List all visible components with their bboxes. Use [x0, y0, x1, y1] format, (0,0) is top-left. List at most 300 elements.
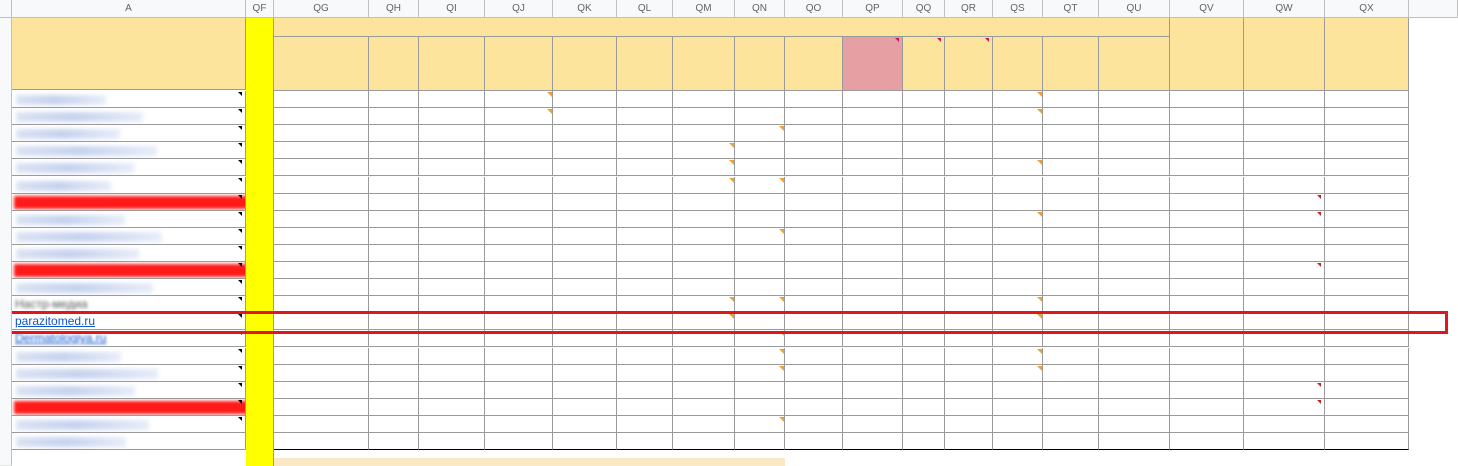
data-cell-qk[interactable] [553, 382, 617, 399]
data-cell-ql[interactable] [617, 382, 673, 399]
data-cell-qh[interactable] [369, 125, 419, 142]
data-cell-qq[interactable] [903, 228, 945, 245]
project-cell[interactable] [12, 399, 246, 416]
data-cell-qo[interactable] [785, 194, 843, 211]
data-cell-qk[interactable] [553, 91, 617, 108]
data-cell-qm[interactable] [673, 177, 735, 194]
data-cell-qw[interactable] [1244, 142, 1325, 159]
data-cell-qr[interactable] [945, 142, 993, 159]
data-cell-qs[interactable] [993, 279, 1043, 296]
data-cell-qr[interactable] [945, 382, 993, 399]
data-cell-qj[interactable] [485, 399, 553, 416]
data-cell-qj[interactable] [485, 416, 553, 433]
data-cell-qv[interactable] [1170, 91, 1244, 108]
data-cell-qj[interactable] [485, 211, 553, 228]
data-cell-qo[interactable] [785, 125, 843, 142]
data-cell-qn[interactable] [735, 228, 785, 245]
data-cell-qw[interactable] [1244, 433, 1325, 450]
data-cell-qr[interactable] [945, 211, 993, 228]
data-cell-qv[interactable] [1170, 142, 1244, 159]
data-cell-qk[interactable] [553, 399, 617, 416]
blurred-project-name[interactable] [16, 232, 162, 242]
column-header-qw[interactable]: QW [1244, 0, 1325, 18]
data-cell-qi[interactable] [419, 142, 485, 159]
data-cell-qk[interactable] [553, 125, 617, 142]
data-cell-qn[interactable] [735, 142, 785, 159]
data-cell-qx[interactable] [1325, 125, 1409, 142]
data-cell-qq[interactable] [903, 211, 945, 228]
data-cell-qr[interactable] [945, 365, 993, 382]
data-cell-qx[interactable] [1325, 159, 1409, 176]
data-cell-qp[interactable] [843, 245, 903, 262]
project-cell[interactable] [12, 142, 246, 159]
data-cell-qt[interactable] [1043, 228, 1099, 245]
data-cell-qm[interactable] [673, 365, 735, 382]
blurred-project-name[interactable] [16, 215, 125, 225]
data-cell-qv[interactable] [1170, 159, 1244, 176]
data-cell-qj[interactable] [485, 365, 553, 382]
data-cell-ql[interactable] [617, 433, 673, 450]
data-cell-qu[interactable] [1099, 399, 1170, 416]
data-cell-qx[interactable] [1325, 433, 1409, 450]
column-header-qu[interactable]: QU [1099, 0, 1170, 18]
data-cell-qt[interactable] [1043, 399, 1099, 416]
data-cell-qu[interactable] [1099, 177, 1170, 194]
data-cell-qq[interactable] [903, 382, 945, 399]
data-cell-qo[interactable] [785, 279, 843, 296]
column-header-qq[interactable]: QQ [903, 0, 945, 18]
data-cell-qu[interactable] [1099, 108, 1170, 125]
data-cell-qq[interactable] [903, 91, 945, 108]
data-cell-qg[interactable] [274, 159, 369, 176]
data-cell-qg[interactable] [274, 211, 369, 228]
blurred-project-name[interactable] [16, 163, 134, 173]
project-cell[interactable] [12, 228, 246, 245]
data-cell-qt[interactable] [1043, 433, 1099, 450]
data-cell-ql[interactable] [617, 142, 673, 159]
data-cell-qg[interactable] [274, 279, 369, 296]
data-cell-qm[interactable] [673, 433, 735, 450]
data-cell-qr[interactable] [945, 177, 993, 194]
data-cell-qi[interactable] [419, 399, 485, 416]
data-cell-qs[interactable] [993, 125, 1043, 142]
data-cell-qk[interactable] [553, 177, 617, 194]
data-cell-qw[interactable] [1244, 399, 1325, 416]
column-header-qk[interactable]: QK [553, 0, 617, 18]
data-cell-qo[interactable] [785, 108, 843, 125]
data-cell-qw[interactable] [1244, 245, 1325, 262]
data-cell-qx[interactable] [1325, 262, 1409, 279]
data-cell-qo[interactable] [785, 262, 843, 279]
blurred-project-name[interactable] [16, 249, 139, 259]
data-cell-qs[interactable] [993, 194, 1043, 211]
data-cell-qp[interactable] [843, 142, 903, 159]
data-cell-ql[interactable] [617, 211, 673, 228]
data-cell-ql[interactable] [617, 416, 673, 433]
blurred-project-name[interactable] [16, 95, 106, 105]
data-cell-qr[interactable] [945, 194, 993, 211]
data-cell-qn[interactable] [735, 108, 785, 125]
data-cell-qn[interactable] [735, 211, 785, 228]
data-cell-qs[interactable] [993, 91, 1043, 108]
data-cell-qj[interactable] [485, 433, 553, 450]
project-cell[interactable] [12, 262, 246, 279]
data-cell-qi[interactable] [419, 416, 485, 433]
blurred-project-name[interactable] [16, 386, 135, 396]
data-cell-qs[interactable] [993, 159, 1043, 176]
data-cell-qj[interactable] [485, 159, 553, 176]
data-cell-qw[interactable] [1244, 91, 1325, 108]
data-cell-qh[interactable] [369, 91, 419, 108]
project-link[interactable]: parazitomed.ru [15, 314, 96, 329]
data-cell-qs[interactable] [993, 142, 1043, 159]
data-cell-qq[interactable] [903, 108, 945, 125]
data-cell-qm[interactable] [673, 91, 735, 108]
data-cell-qn[interactable] [735, 125, 785, 142]
data-cell-qo[interactable] [785, 365, 843, 382]
data-cell-qx[interactable] [1325, 245, 1409, 262]
data-cell-qx[interactable] [1325, 348, 1409, 365]
data-cell-qm[interactable] [673, 382, 735, 399]
data-cell-qi[interactable] [419, 125, 485, 142]
data-cell-qo[interactable] [785, 399, 843, 416]
data-cell-qj[interactable] [485, 348, 553, 365]
data-cell-qk[interactable] [553, 279, 617, 296]
data-cell-qj[interactable] [485, 279, 553, 296]
project-cell[interactable] [12, 245, 246, 262]
data-cell-qk[interactable] [553, 142, 617, 159]
blurred-project-name[interactable] [16, 283, 153, 293]
data-cell-qk[interactable] [553, 211, 617, 228]
data-cell-qw[interactable] [1244, 177, 1325, 194]
column-header-qm[interactable]: QM [673, 0, 735, 18]
data-cell-qs[interactable] [993, 416, 1043, 433]
data-cell-qv[interactable] [1170, 194, 1244, 211]
data-cell-qu[interactable] [1099, 125, 1170, 142]
blurred-project-name[interactable] [16, 352, 121, 362]
data-cell-qh[interactable] [369, 433, 419, 450]
data-cell-qo[interactable] [785, 382, 843, 399]
data-cell-qi[interactable] [419, 279, 485, 296]
data-cell-qq[interactable] [903, 142, 945, 159]
data-cell-qu[interactable] [1099, 279, 1170, 296]
data-cell-qx[interactable] [1325, 228, 1409, 245]
data-cell-qn[interactable] [735, 365, 785, 382]
data-cell-qx[interactable] [1325, 416, 1409, 433]
data-cell-qw[interactable] [1244, 159, 1325, 176]
data-cell-qp[interactable] [843, 108, 903, 125]
blurred-project-name[interactable] [16, 112, 143, 122]
data-cell-qh[interactable] [369, 262, 419, 279]
column-header-qo[interactable]: QO [785, 0, 843, 18]
data-cell-qk[interactable] [553, 433, 617, 450]
data-cell-qr[interactable] [945, 159, 993, 176]
data-cell-qt[interactable] [1043, 365, 1099, 382]
data-cell-qu[interactable] [1099, 142, 1170, 159]
data-cell-qm[interactable] [673, 142, 735, 159]
data-cell-qi[interactable] [419, 211, 485, 228]
data-cell-qi[interactable] [419, 433, 485, 450]
data-cell-qp[interactable] [843, 177, 903, 194]
data-cell-qn[interactable] [735, 348, 785, 365]
data-cell-qp[interactable] [843, 211, 903, 228]
data-cell-qh[interactable] [369, 348, 419, 365]
column-header-qr[interactable]: QR [945, 0, 993, 18]
data-cell-qn[interactable] [735, 382, 785, 399]
data-cell-qp[interactable] [843, 399, 903, 416]
data-cell-qw[interactable] [1244, 108, 1325, 125]
data-cell-qj[interactable] [485, 194, 553, 211]
data-cell-qu[interactable] [1099, 211, 1170, 228]
data-cell-qh[interactable] [369, 142, 419, 159]
data-cell-qu[interactable] [1099, 159, 1170, 176]
column-header-qv[interactable]: QV [1170, 0, 1244, 18]
data-cell-ql[interactable] [617, 245, 673, 262]
data-cell-qj[interactable] [485, 228, 553, 245]
blurred-project-name[interactable] [16, 146, 157, 156]
data-cell-qn[interactable] [735, 416, 785, 433]
data-cell-qi[interactable] [419, 262, 485, 279]
data-cell-qr[interactable] [945, 125, 993, 142]
data-cell-qv[interactable] [1170, 228, 1244, 245]
data-cell-qh[interactable] [369, 399, 419, 416]
data-cell-ql[interactable] [617, 125, 673, 142]
data-cell-qt[interactable] [1043, 142, 1099, 159]
data-cell-qq[interactable] [903, 177, 945, 194]
data-cell-qr[interactable] [945, 245, 993, 262]
data-cell-qs[interactable] [993, 228, 1043, 245]
data-cell-qm[interactable] [673, 416, 735, 433]
data-cell-qu[interactable] [1099, 348, 1170, 365]
data-cell-qt[interactable] [1043, 108, 1099, 125]
data-cell-qp[interactable] [843, 91, 903, 108]
data-cell-qs[interactable] [993, 108, 1043, 125]
data-cell-qm[interactable] [673, 399, 735, 416]
data-cell-qv[interactable] [1170, 348, 1244, 365]
column-header-qi[interactable]: QI [419, 0, 485, 18]
data-cell-qg[interactable] [274, 91, 369, 108]
data-cell-qo[interactable] [785, 91, 843, 108]
data-cell-qk[interactable] [553, 365, 617, 382]
data-cell-qt[interactable] [1043, 194, 1099, 211]
data-cell-qu[interactable] [1099, 365, 1170, 382]
data-cell-qr[interactable] [945, 108, 993, 125]
data-cell-ql[interactable] [617, 365, 673, 382]
data-cell-qk[interactable] [553, 348, 617, 365]
blurred-project-name[interactable] [16, 129, 120, 139]
data-cell-qv[interactable] [1170, 279, 1244, 296]
data-cell-qs[interactable] [993, 262, 1043, 279]
data-cell-qo[interactable] [785, 348, 843, 365]
data-cell-qx[interactable] [1325, 142, 1409, 159]
data-cell-qp[interactable] [843, 433, 903, 450]
data-cell-qr[interactable] [945, 91, 993, 108]
column-header-qf[interactable]: QF [246, 0, 274, 18]
data-cell-qq[interactable] [903, 399, 945, 416]
project-cell[interactable] [12, 348, 246, 365]
data-cell-qj[interactable] [485, 125, 553, 142]
blurred-project-name[interactable] [16, 181, 111, 191]
data-cell-ql[interactable] [617, 399, 673, 416]
data-cell-qh[interactable] [369, 108, 419, 125]
data-cell-qp[interactable] [843, 159, 903, 176]
data-cell-qt[interactable] [1043, 125, 1099, 142]
data-cell-qj[interactable] [485, 142, 553, 159]
data-cell-qq[interactable] [903, 365, 945, 382]
data-cell-qv[interactable] [1170, 382, 1244, 399]
data-cell-qr[interactable] [945, 416, 993, 433]
data-cell-qr[interactable] [945, 348, 993, 365]
data-cell-qq[interactable] [903, 194, 945, 211]
data-cell-qu[interactable] [1099, 416, 1170, 433]
data-cell-qw[interactable] [1244, 365, 1325, 382]
data-cell-qr[interactable] [945, 262, 993, 279]
data-cell-qs[interactable] [993, 433, 1043, 450]
data-cell-qj[interactable] [485, 382, 553, 399]
data-cell-qw[interactable] [1244, 348, 1325, 365]
data-cell-qn[interactable] [735, 399, 785, 416]
data-cell-qw[interactable] [1244, 382, 1325, 399]
data-cell-qh[interactable] [369, 279, 419, 296]
column-header-ql[interactable]: QL [617, 0, 673, 18]
data-cell-qo[interactable] [785, 433, 843, 450]
data-cell-qt[interactable] [1043, 211, 1099, 228]
data-cell-qg[interactable] [274, 108, 369, 125]
data-cell-qv[interactable] [1170, 211, 1244, 228]
project-cell[interactable] [12, 159, 246, 176]
data-cell-qn[interactable] [735, 177, 785, 194]
data-cell-qj[interactable] [485, 91, 553, 108]
data-cell-qv[interactable] [1170, 365, 1244, 382]
data-cell-qk[interactable] [553, 159, 617, 176]
data-cell-qt[interactable] [1043, 279, 1099, 296]
data-cell-qk[interactable] [553, 194, 617, 211]
data-cell-qv[interactable] [1170, 433, 1244, 450]
data-cell-qm[interactable] [673, 279, 735, 296]
blurred-project-name[interactable] [16, 420, 149, 430]
data-cell-qg[interactable] [274, 245, 369, 262]
data-cell-qm[interactable] [673, 194, 735, 211]
project-cell[interactable] [12, 416, 246, 433]
data-cell-qi[interactable] [419, 159, 485, 176]
data-cell-qh[interactable] [369, 159, 419, 176]
data-cell-qo[interactable] [785, 177, 843, 194]
data-cell-qj[interactable] [485, 108, 553, 125]
project-link[interactable]: Настр-медиа [15, 297, 88, 312]
corner-cell[interactable] [0, 0, 12, 18]
data-cell-qt[interactable] [1043, 262, 1099, 279]
data-cell-ql[interactable] [617, 108, 673, 125]
data-cell-qx[interactable] [1325, 194, 1409, 211]
column-header-qx[interactable]: QX [1325, 0, 1409, 18]
data-cell-qn[interactable] [735, 245, 785, 262]
data-cell-qi[interactable] [419, 348, 485, 365]
data-cell-qh[interactable] [369, 365, 419, 382]
column-header-qn[interactable]: QN [735, 0, 785, 18]
project-cell[interactable] [12, 91, 246, 108]
data-cell-qw[interactable] [1244, 279, 1325, 296]
data-cell-qm[interactable] [673, 159, 735, 176]
data-cell-qh[interactable] [369, 228, 419, 245]
data-cell-qp[interactable] [843, 365, 903, 382]
data-cell-qp[interactable] [843, 125, 903, 142]
data-cell-qj[interactable] [485, 177, 553, 194]
data-cell-qq[interactable] [903, 245, 945, 262]
data-cell-qi[interactable] [419, 108, 485, 125]
project-cell[interactable] [12, 365, 246, 382]
data-cell-qt[interactable] [1043, 91, 1099, 108]
data-cell-qm[interactable] [673, 211, 735, 228]
data-cell-qk[interactable] [553, 416, 617, 433]
data-cell-qh[interactable] [369, 194, 419, 211]
project-link[interactable]: Dermatologiya.ru [15, 331, 107, 346]
data-cell-qu[interactable] [1099, 228, 1170, 245]
data-cell-qs[interactable] [993, 348, 1043, 365]
data-cell-qu[interactable] [1099, 194, 1170, 211]
data-cell-qg[interactable] [274, 382, 369, 399]
data-cell-qt[interactable] [1043, 245, 1099, 262]
data-cell-qg[interactable] [274, 262, 369, 279]
data-cell-qi[interactable] [419, 382, 485, 399]
project-cell[interactable] [12, 177, 246, 194]
data-cell-qo[interactable] [785, 159, 843, 176]
data-cell-qp[interactable] [843, 382, 903, 399]
project-cell[interactable] [12, 279, 246, 296]
data-cell-qv[interactable] [1170, 416, 1244, 433]
column-header-qg[interactable]: QG [274, 0, 369, 18]
data-cell-qv[interactable] [1170, 177, 1244, 194]
data-cell-qu[interactable] [1099, 245, 1170, 262]
column-header-qt[interactable]: QT [1043, 0, 1099, 18]
project-cell[interactable] [12, 382, 246, 399]
data-cell-qn[interactable] [735, 159, 785, 176]
data-cell-qg[interactable] [274, 177, 369, 194]
data-cell-qn[interactable] [735, 194, 785, 211]
data-cell-qg[interactable] [274, 416, 369, 433]
data-cell-qo[interactable] [785, 245, 843, 262]
data-cell-qg[interactable] [274, 228, 369, 245]
column-header-a[interactable]: A [12, 0, 246, 18]
data-cell-qk[interactable] [553, 108, 617, 125]
data-cell-qg[interactable] [274, 142, 369, 159]
column-header-qp[interactable]: QP [843, 0, 903, 18]
data-cell-qo[interactable] [785, 142, 843, 159]
data-cell-qi[interactable] [419, 245, 485, 262]
data-cell-qv[interactable] [1170, 262, 1244, 279]
data-cell-qq[interactable] [903, 125, 945, 142]
data-cell-qg[interactable] [274, 399, 369, 416]
data-cell-ql[interactable] [617, 348, 673, 365]
data-cell-qh[interactable] [369, 211, 419, 228]
data-cell-qw[interactable] [1244, 194, 1325, 211]
data-cell-qs[interactable] [993, 399, 1043, 416]
data-cell-qt[interactable] [1043, 159, 1099, 176]
data-cell-qk[interactable] [553, 228, 617, 245]
data-cell-qj[interactable] [485, 245, 553, 262]
column-header-qh[interactable]: QH [369, 0, 419, 18]
data-cell-qw[interactable] [1244, 228, 1325, 245]
data-cell-ql[interactable] [617, 159, 673, 176]
data-cell-qs[interactable] [993, 245, 1043, 262]
data-cell-qq[interactable] [903, 159, 945, 176]
data-cell-ql[interactable] [617, 91, 673, 108]
data-cell-qr[interactable] [945, 433, 993, 450]
data-cell-qv[interactable] [1170, 125, 1244, 142]
data-cell-qn[interactable] [735, 279, 785, 296]
data-cell-qw[interactable] [1244, 211, 1325, 228]
data-cell-qw[interactable] [1244, 125, 1325, 142]
data-cell-qv[interactable] [1170, 245, 1244, 262]
